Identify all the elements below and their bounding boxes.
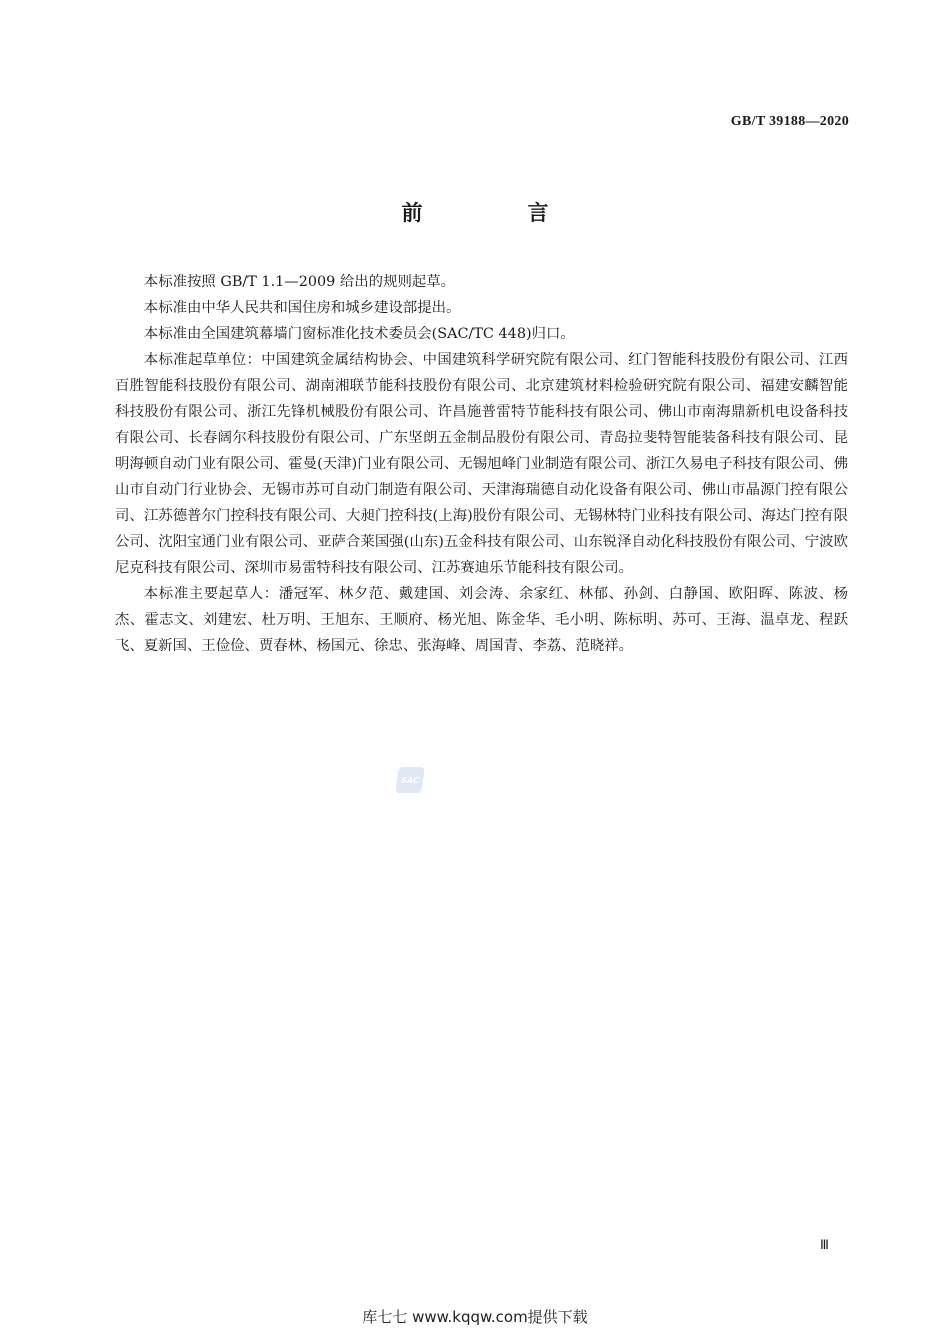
footer-download-note: 库七七 www.kqqw.com提供下载 <box>362 1308 588 1326</box>
paragraph-main-drafters: 本标准主要起草人：潘冠军、林夕范、戴建国、刘会涛、余家红、林郁、孙剑、白静国、欧阳晖、陈波、杨杰、霍志文、刘建宏、杜万明、王旭东、王顺府、杨光旭、陈金华、毛小明、陈标明、苏可、王海、温卓龙、程跃飞、夏新国、王俭俭、贾春林、杨国元、徐忠、张海峰、周国青、李荔、范晓祥。 <box>115 586 848 654</box>
paragraph-proposed-by: 本标准由中华人民共和国住房和城乡建设部提出。 <box>143 300 461 316</box>
sac-watermark-logo: SAC <box>395 767 425 793</box>
paragraph-drafting-rules: 本标准按照 GB/T 1.1—2009 给出的规则起草。 <box>143 274 456 290</box>
page-number: Ⅲ <box>820 1237 828 1252</box>
standard-code: GB/T 39188—2020 <box>730 114 849 129</box>
paragraph-drafting-units: 本标准起草单位：中国建筑金属结构协会、中国建筑科学研究院有限公司、红门智能科技股份有限公司、江西百胜智能科技股份有限公司、湖南湘联节能科技股份有限公司、北京建筑材料检验研究院有限公司、福建安麟智能科技股份有限公司、浙江先锋机械股份有限公司、许昌施普雷特节能科技有限公司、佛山市南海鼎新机电设备科技有限公司、长春阔尔科技股份有限公司、广东坚朗五金制品股份有限公司、青岛拉斐特智能装备科技有限公司、昆明海顿自动门业有限公司、霍曼(天津)门业有限公司、无锡旭峰门业制造有限公司、浙江久易电子科技有限公司、佛山市自动门行业协会、无锡市苏可自动门制造有限公司、天津海瑞德自动化设备有限公司、佛山市晶源门控有限公司、江苏德普尔门控科技有限公司、大昶门控科技(上海)股份有限公司、无锡林特门业科技有限公司、海达门控有限公司、沈阳宝通门业有限公司、亚萨合莱国强(山东)五金科技有限公司、山东锐泽自动化科技股份有限公司、宁波欧尼克科技有限公司、深圳市易雷特科技有限公司、江苏赛迪乐节能科技有限公司。 <box>115 352 848 576</box>
page-title: 前 言 <box>401 201 591 225</box>
paragraph-under-jurisdiction: 本标准由全国建筑幕墙门窗标准化技术委员会(SAC/TC 448)归口。 <box>143 326 575 342</box>
foreword-body <box>115 269 848 659</box>
